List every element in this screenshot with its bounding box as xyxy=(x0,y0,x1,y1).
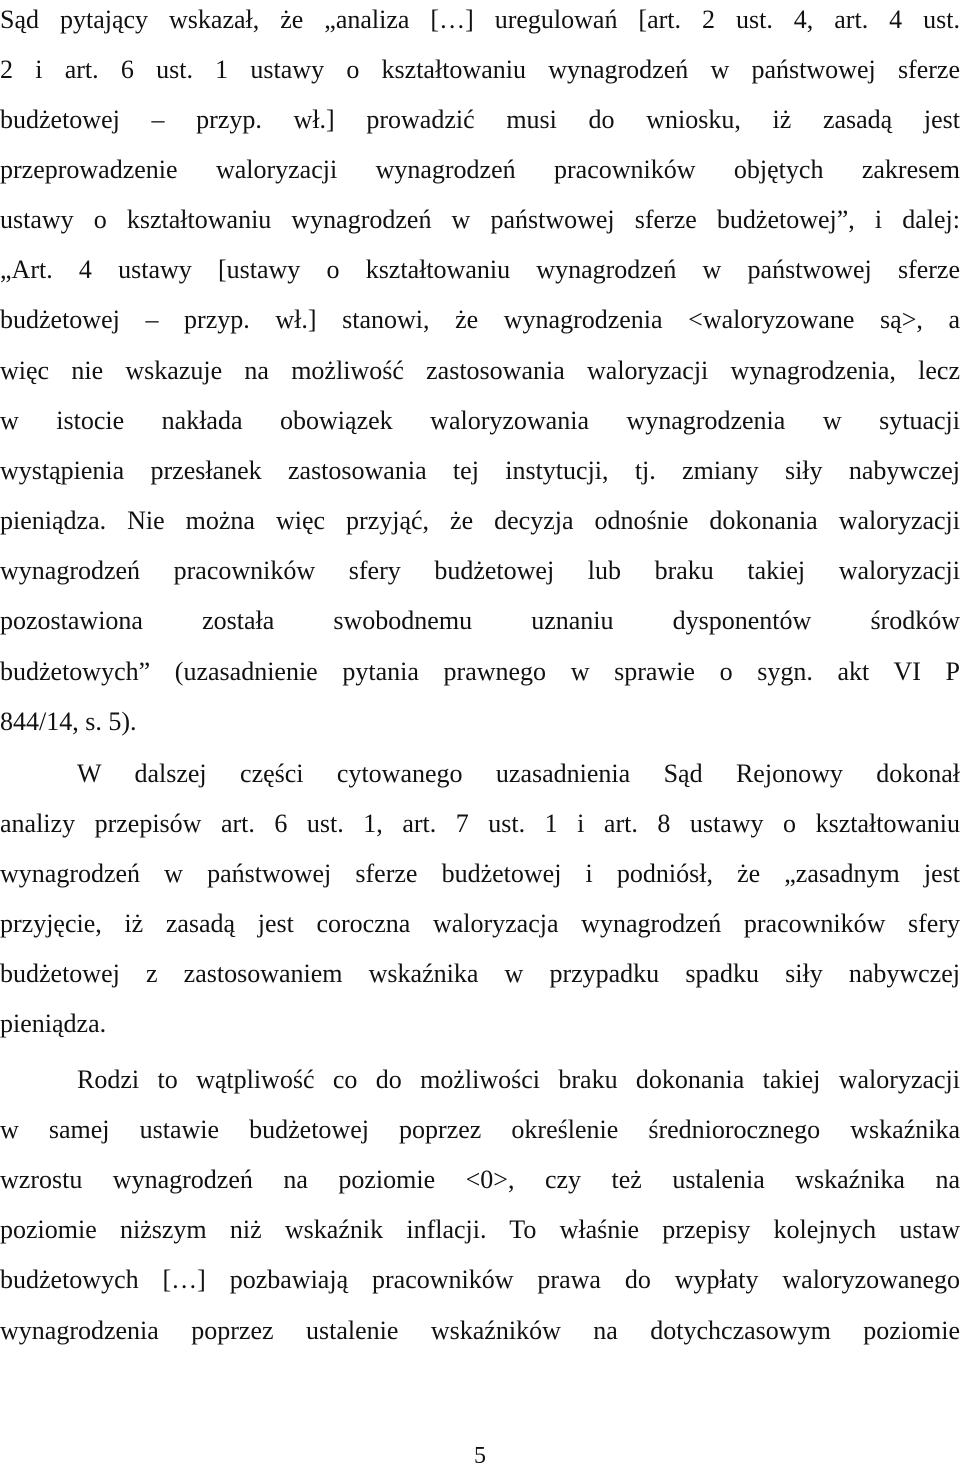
text-line-20: budżetowej z zastosowaniem wskaźnika w przypadku spadku siły nabywczej xyxy=(0,959,960,988)
text-line-5: ustawy o kształtowaniu wynagrodzeń w państwowej sferze budżetowej”, i dalej: xyxy=(0,205,960,234)
text-line-13: pozostawiona została swobodnemu uznaniu dysponentów środków xyxy=(0,606,960,635)
page-number: 5 xyxy=(474,1443,486,1469)
text-line-8: więc nie wskazuje na możliwość zastosowania waloryzacji wynagrodzenia, lecz xyxy=(0,356,960,385)
text-line-18: wynagrodzeń w państwowej sferze budżetowej i podniósł, że „zasadnym jest xyxy=(0,859,960,888)
text-line-24: wzrostu wynagrodzeń na poziomie <0>, czy też ustalenia wskaźnika na xyxy=(0,1165,960,1194)
text-line-17: analizy przepisów art. 6 ust. 1, art. 7 ust. 1 i art. 8 ustawy o kształtowaniu xyxy=(0,809,960,838)
text-line-23: w samej ustawie budżetowej poprzez określenie średniorocznego wskaźnika xyxy=(0,1115,960,1144)
text-line-6: „Art. 4 ustawy [ustawy o kształtowaniu wynagrodzeń w państwowej sferze xyxy=(0,255,960,284)
text-line-25: poziomie niższym niż wskaźnik inflacji. To właśnie przepisy kolejnych ustaw xyxy=(0,1215,960,1244)
text-line-14: budżetowych” (uzasadnienie pytania prawnego w sprawie o sygn. akt VI P xyxy=(0,657,960,686)
text-line-4: przeprowadzenie waloryzacji wynagrodzeń pracowników objętych zakresem xyxy=(0,155,960,184)
text-line-12: wynagrodzeń pracowników sfery budżetowej lub braku takiej waloryzacji xyxy=(0,556,960,585)
text-line-1: Sąd pytający wskazał, że „analiza […] uregulowań [art. 2 ust. 4, art. 4 ust. xyxy=(0,5,960,34)
text-line-27: wynagrodzenia poprzez ustalenie wskaźników na dotychczasowym poziomie xyxy=(0,1316,960,1345)
text-line-21: pieniądza. xyxy=(0,1009,107,1038)
text-line-19: przyjęcie, iż zasadą jest coroczna waloryzacja wynagrodzeń pracowników sfery xyxy=(0,909,960,938)
text-line-26: budżetowych […] pozbawiają pracowników prawa do wypłaty waloryzowanego xyxy=(0,1265,960,1294)
text-line-7: budżetowej – przyp. wł.] stanowi, że wynagrodzenia <waloryzowane są>, a xyxy=(0,305,960,334)
text-line-2: 2 i art. 6 ust. 1 ustawy o kształtowaniu wynagrodzeń w państwowej sferze xyxy=(0,55,960,84)
text-line-16: W dalszej części cytowanego uzasadnienia Sąd Rejonowy dokonał xyxy=(77,759,960,788)
text-line-11: pieniądza. Nie można więc przyjąć, że decyzja odnośnie dokonania waloryzacji xyxy=(0,506,960,535)
text-line-10: wystąpienia przesłanek zastosowania tej instytucji, tj. zmiany siły nabywczej xyxy=(0,456,960,485)
text-line-9: w istocie nakłada obowiązek waloryzowania wynagrodzenia w sytuacji xyxy=(0,406,960,435)
text-line-22: Rodzi to wątpliwość co do możliwości braku dokonania takiej waloryzacji xyxy=(77,1065,960,1094)
text-line-15: 844/14, s. 5). xyxy=(0,707,137,736)
text-line-3: budżetowej – przyp. wł.] prowadzić musi do wniosku, iż zasadą jest xyxy=(0,105,960,134)
